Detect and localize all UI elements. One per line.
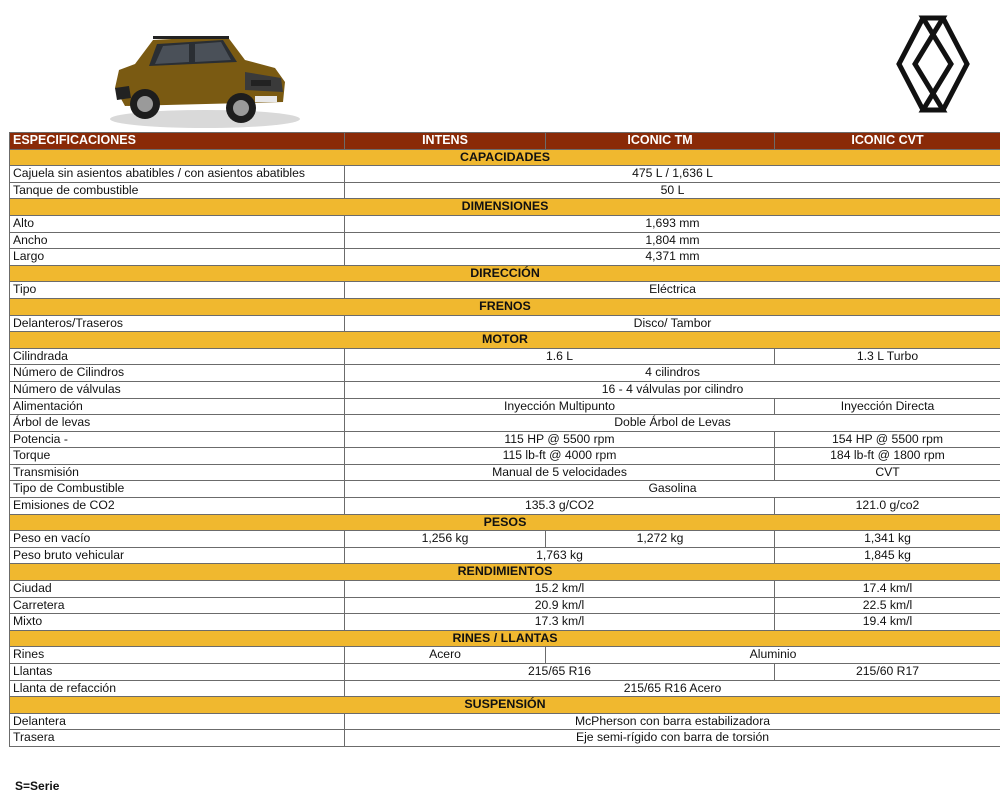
- table-row: [10, 581, 1000, 598]
- car-image: [105, 22, 305, 132]
- row-value: 4 cilindros: [345, 365, 1000, 382]
- row-value: 17.4 km/l: [775, 581, 1000, 598]
- row-value: 1,272 kg: [546, 531, 775, 548]
- row-value: 16 - 4 válvulas por cilindro: [345, 381, 1000, 398]
- row-label: Alto: [10, 215, 345, 232]
- table-row: [10, 232, 1000, 249]
- row-label: Carretera: [10, 597, 345, 614]
- row-value: 1,256 kg: [345, 531, 546, 548]
- row-value: Inyección Directa: [775, 398, 1000, 415]
- row-value: 1,763 kg: [345, 547, 775, 564]
- section-title: PESOS: [10, 514, 1000, 531]
- row-label: Tanque de combustible: [10, 182, 345, 199]
- specifications-table: [9, 132, 1000, 747]
- row-value: 154 HP @ 5500 rpm: [775, 431, 1000, 448]
- table-row: [10, 398, 1000, 415]
- row-label: Delanteros/Traseros: [10, 315, 345, 332]
- section-capacidades: [10, 149, 1000, 166]
- row-value: Doble Árbol de Levas: [345, 415, 1000, 432]
- row-value: 20.9 km/l: [345, 597, 775, 614]
- row-value: McPherson con barra estabilizadora: [345, 713, 1000, 730]
- row-value: 4,371 mm: [345, 249, 1000, 266]
- section-rendimientos: [10, 564, 1000, 581]
- section-suspension: [10, 697, 1000, 714]
- row-label: Trasera: [10, 730, 345, 747]
- row-value: 15.2 km/l: [345, 581, 775, 598]
- table-row: [10, 431, 1000, 448]
- header-iconic-cvt: ICONIC CVT: [775, 133, 1000, 150]
- row-value: 115 HP @ 5500 rpm: [345, 431, 775, 448]
- row-value: CVT: [775, 464, 1000, 481]
- section-pesos: [10, 514, 1000, 531]
- table-row: [10, 730, 1000, 747]
- row-value: Eléctrica: [345, 282, 1000, 299]
- renault-logo-icon: [893, 14, 973, 114]
- table-row: [10, 464, 1000, 481]
- table-row: [10, 597, 1000, 614]
- table-row: [10, 182, 1000, 199]
- row-value: Eje semi-rígido con barra de torsión: [345, 730, 1000, 747]
- header-specs: ESPECIFICACIONES: [10, 133, 345, 150]
- row-label: Emisiones de CO2: [10, 498, 345, 515]
- footer-note: S=Serie: [15, 779, 60, 793]
- table-row: [10, 249, 1000, 266]
- row-value: 17.3 km/l: [345, 614, 775, 631]
- row-value: 19.4 km/l: [775, 614, 1000, 631]
- section-frenos: [10, 298, 1000, 315]
- table-row: [10, 481, 1000, 498]
- row-label: Número de válvulas: [10, 381, 345, 398]
- row-label: Transmisión: [10, 464, 345, 481]
- table-row: [10, 365, 1000, 382]
- row-label: Rines: [10, 647, 345, 664]
- row-label: Tipo: [10, 282, 345, 299]
- header-iconic-tm: ICONIC TM: [546, 133, 775, 150]
- table-row: [10, 647, 1000, 664]
- table-row: [10, 381, 1000, 398]
- row-label: Llantas: [10, 664, 345, 681]
- row-value: 1,341 kg: [775, 531, 1000, 548]
- row-label: Ancho: [10, 232, 345, 249]
- row-value: 1,693 mm: [345, 215, 1000, 232]
- table-row: [10, 415, 1000, 432]
- section-title: CAPACIDADES: [10, 149, 1000, 166]
- table-row: [10, 282, 1000, 299]
- table-row: [10, 531, 1000, 548]
- row-label: Mixto: [10, 614, 345, 631]
- row-label: Torque: [10, 448, 345, 465]
- section-title: MOTOR: [10, 332, 1000, 349]
- section-rines: [10, 630, 1000, 647]
- row-value: 121.0 g/co2: [775, 498, 1000, 515]
- table-row: [10, 713, 1000, 730]
- row-label: Árbol de levas: [10, 415, 345, 432]
- table-row: [10, 680, 1000, 697]
- row-value: 1,845 kg: [775, 547, 1000, 564]
- row-label: Tipo de Combustible: [10, 481, 345, 498]
- row-value: 1.6 L: [345, 348, 775, 365]
- row-value: 475 L / 1,636 L: [345, 166, 1000, 183]
- table-row: [10, 166, 1000, 183]
- row-value: 1,804 mm: [345, 232, 1000, 249]
- row-value: Manual de 5 velocidades: [345, 464, 775, 481]
- row-value: 50 L: [345, 182, 1000, 199]
- row-value: 115 lb-ft @ 4000 rpm: [345, 448, 775, 465]
- row-label: Peso bruto vehicular: [10, 547, 345, 564]
- section-title: DIMENSIONES: [10, 199, 1000, 216]
- table-row: [10, 498, 1000, 515]
- table-row: [10, 547, 1000, 564]
- row-value: Disco/ Tambor: [345, 315, 1000, 332]
- table-row: [10, 315, 1000, 332]
- row-value: 215/60 R17: [775, 664, 1000, 681]
- section-title: SUSPENSIÓN: [10, 697, 1000, 714]
- row-label: Llanta de refacción: [10, 680, 345, 697]
- table-row: [10, 448, 1000, 465]
- row-value: Inyección Multipunto: [345, 398, 775, 415]
- table-row: [10, 614, 1000, 631]
- row-label: Largo: [10, 249, 345, 266]
- row-value: 22.5 km/l: [775, 597, 1000, 614]
- row-label: Potencia -: [10, 431, 345, 448]
- row-label: Delantera: [10, 713, 345, 730]
- section-title: DIRECCIÓN: [10, 265, 1000, 282]
- section-direccion: [10, 265, 1000, 282]
- row-label: Cajuela sin asientos abatibles / con asientos abatibles: [10, 166, 345, 183]
- table-row: [10, 348, 1000, 365]
- section-dimensiones: [10, 199, 1000, 216]
- section-title: FRENOS: [10, 298, 1000, 315]
- section-motor: [10, 332, 1000, 349]
- row-value: 135.3 g/CO2: [345, 498, 775, 515]
- row-label: Cilindrada: [10, 348, 345, 365]
- table-row: [10, 215, 1000, 232]
- row-value: 215/65 R16 Acero: [345, 680, 1000, 697]
- row-label: Número de Cilindros: [10, 365, 345, 382]
- header-intens: INTENS: [345, 133, 546, 150]
- row-value: 184 lb-ft @ 1800 rpm: [775, 448, 1000, 465]
- row-value: Gasolina: [345, 481, 1000, 498]
- row-label: Alimentación: [10, 398, 345, 415]
- section-title: RENDIMIENTOS: [10, 564, 1000, 581]
- row-value: 1.3 L Turbo: [775, 348, 1000, 365]
- row-label: Ciudad: [10, 581, 345, 598]
- table-row: [10, 664, 1000, 681]
- table-header: [10, 133, 1000, 150]
- row-value: 215/65 R16: [345, 664, 775, 681]
- section-title: RINES / LLANTAS: [10, 630, 1000, 647]
- row-value: Aluminio: [546, 647, 1000, 664]
- row-value: Acero: [345, 647, 546, 664]
- row-label: Peso en vacío: [10, 531, 345, 548]
